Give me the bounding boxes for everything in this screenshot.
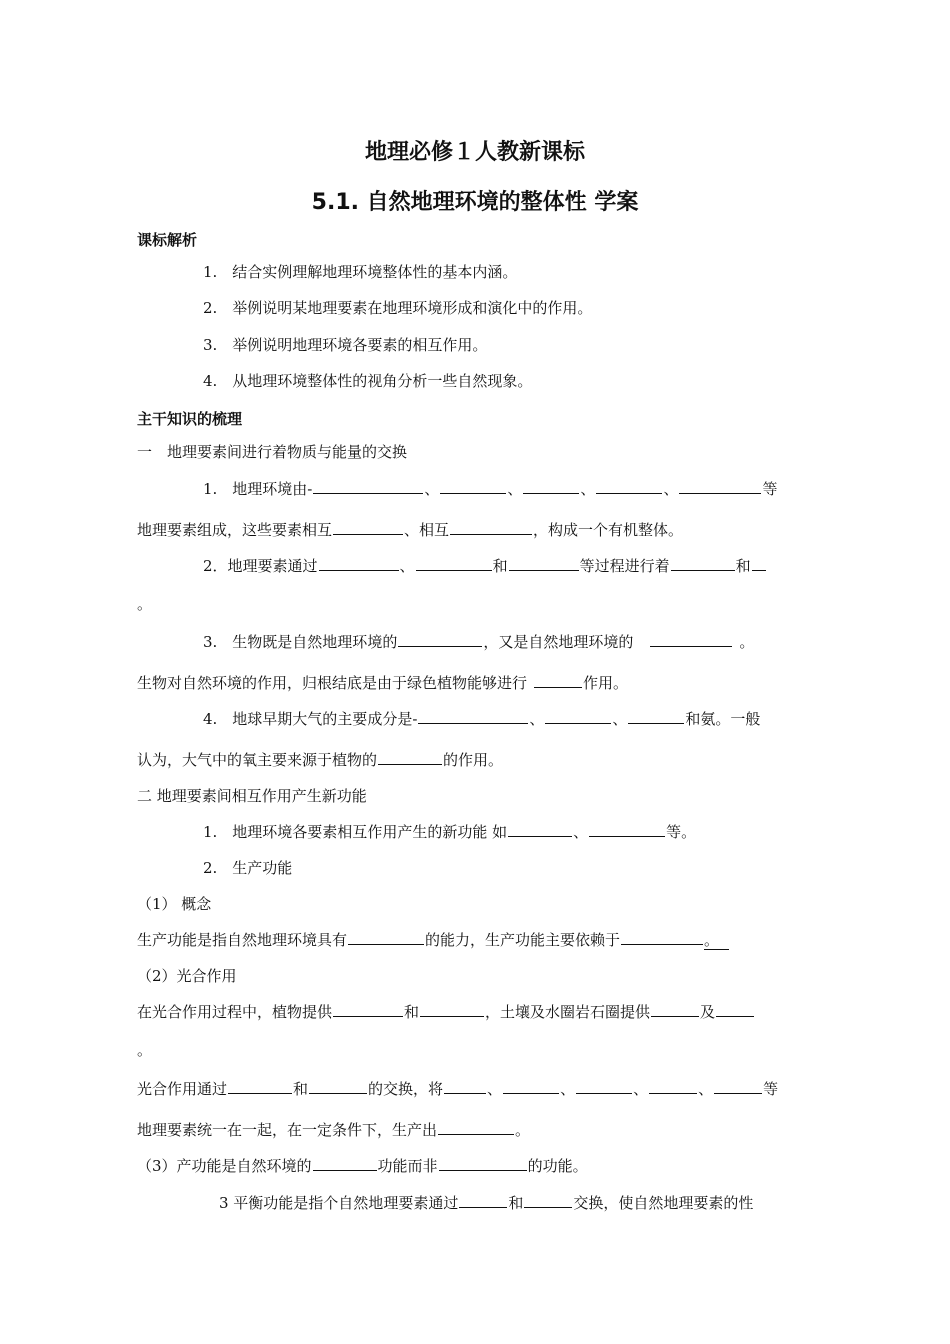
fill-line: 1. 地理环境由- 、 、 、 、 等 bbox=[203, 480, 778, 498]
page-subtitle: 5.1. 自然地理环境的整体性 学案 bbox=[311, 190, 639, 215]
blank[interactable] bbox=[313, 1156, 377, 1171]
blank[interactable] bbox=[420, 1002, 484, 1017]
blank[interactable] bbox=[319, 556, 399, 571]
blank[interactable] bbox=[439, 1156, 527, 1171]
fill-line: 生产功能是指自然地理环境具有 的能力，生产功能主要依赖于 。 bbox=[137, 930, 729, 950]
blank[interactable] bbox=[589, 822, 665, 837]
blank[interactable] bbox=[333, 520, 403, 535]
blank[interactable] bbox=[621, 930, 703, 945]
blank[interactable] bbox=[313, 479, 423, 494]
blank[interactable] bbox=[503, 1079, 559, 1094]
blank[interactable] bbox=[418, 709, 528, 724]
fill-line: 地理要素组成，这些要素相互 、相互 ，构成一个有机整体。 bbox=[137, 521, 684, 539]
list-item: 2. 举例说明某地理要素在地理环境形成和演化中的作用。 bbox=[203, 299, 593, 317]
fill-line: 。 bbox=[137, 595, 153, 613]
fill-line: 3. 生物既是自然地理环境的 ，又是自然地理环境的 。 bbox=[203, 633, 755, 651]
list-item: 2. 生产功能 bbox=[203, 859, 293, 877]
fill-line: 。 bbox=[137, 1041, 153, 1059]
page-title: 地理必修１人教新课标 bbox=[364, 140, 585, 165]
fill-line: 4. 地球早期大气的主要成分是- 、 、 和氨。一般 bbox=[203, 710, 761, 728]
blank[interactable] bbox=[508, 822, 572, 837]
blank[interactable] bbox=[576, 1079, 632, 1094]
sub-heading: （1） 概念 bbox=[137, 895, 212, 913]
part-two-title: 二 地理要素间相互作用产生新功能 bbox=[137, 787, 367, 805]
blank[interactable] bbox=[416, 556, 492, 571]
section-heading-standard: 课标解析 bbox=[137, 231, 198, 249]
blank[interactable] bbox=[378, 750, 442, 765]
blank[interactable] bbox=[649, 1079, 697, 1094]
fill-line: 地理要素统一在一起，在一定条件下，生产出 。 bbox=[137, 1121, 531, 1139]
blank[interactable] bbox=[714, 1079, 762, 1094]
fill-line: （3）产功能是自然环境的 功能而非 的功能。 bbox=[137, 1157, 588, 1175]
blank[interactable] bbox=[444, 1079, 486, 1094]
blank[interactable] bbox=[438, 1120, 514, 1135]
blank[interactable] bbox=[348, 930, 424, 945]
fill-line: 在光合作用过程中，植物提供 和 ，土壤及水圈岩石圈提供 及 bbox=[137, 1002, 755, 1022]
fill-line: 光合作用通过 和 的交换，将 、 、 、 、 等 bbox=[137, 1080, 779, 1098]
blank[interactable] bbox=[650, 632, 732, 647]
blank[interactable] bbox=[524, 1193, 572, 1208]
blank[interactable] bbox=[509, 556, 579, 571]
blank[interactable] bbox=[309, 1079, 367, 1094]
fill-line: 1. 地理环境各要素相互作用产生的新功能 如 、 等。 bbox=[203, 823, 697, 841]
fill-line: 2．地理要素通过 、 和 等过程进行着 和 bbox=[203, 556, 767, 576]
blank[interactable] bbox=[679, 479, 761, 494]
blank[interactable] bbox=[752, 556, 766, 571]
list-item: 3. 举例说明地理环境各要素的相互作用。 bbox=[203, 336, 488, 354]
part-one-title: 一 地理要素间进行着物质与能量的交换 bbox=[137, 443, 408, 461]
blank[interactable] bbox=[459, 1193, 507, 1208]
fill-line: 3 平衡功能是指个自然地理要素通过 和 交换，使自然地理要素的性 bbox=[219, 1194, 754, 1212]
blank[interactable] bbox=[671, 556, 735, 571]
fill-line: 认为，大气中的氧主要来源于植物的 的作用。 bbox=[137, 751, 504, 769]
blank[interactable] bbox=[398, 632, 482, 647]
sub-heading: （2）光合作用 bbox=[137, 967, 237, 985]
fill-line: 生物对自然环境的作用，归根结底是由于绿色植物能够进行 作用。 bbox=[137, 674, 629, 692]
blank[interactable] bbox=[651, 1002, 699, 1017]
blank[interactable] bbox=[440, 479, 506, 494]
list-item: 4. 从地理环境整体性的视角分析一些自然现象。 bbox=[203, 372, 533, 390]
blank[interactable] bbox=[450, 520, 532, 535]
blank[interactable] bbox=[228, 1079, 292, 1094]
section-heading-knowledge: 主干知识的梳理 bbox=[137, 410, 243, 428]
blank[interactable] bbox=[628, 709, 684, 724]
blank[interactable] bbox=[545, 709, 611, 724]
blank[interactable] bbox=[716, 1002, 754, 1017]
blank[interactable] bbox=[596, 479, 662, 494]
list-item: 1. 结合实例理解地理环境整体性的基本内涵。 bbox=[203, 263, 518, 281]
blank[interactable] bbox=[534, 673, 582, 688]
blank[interactable] bbox=[523, 479, 579, 494]
blank[interactable] bbox=[333, 1002, 403, 1017]
